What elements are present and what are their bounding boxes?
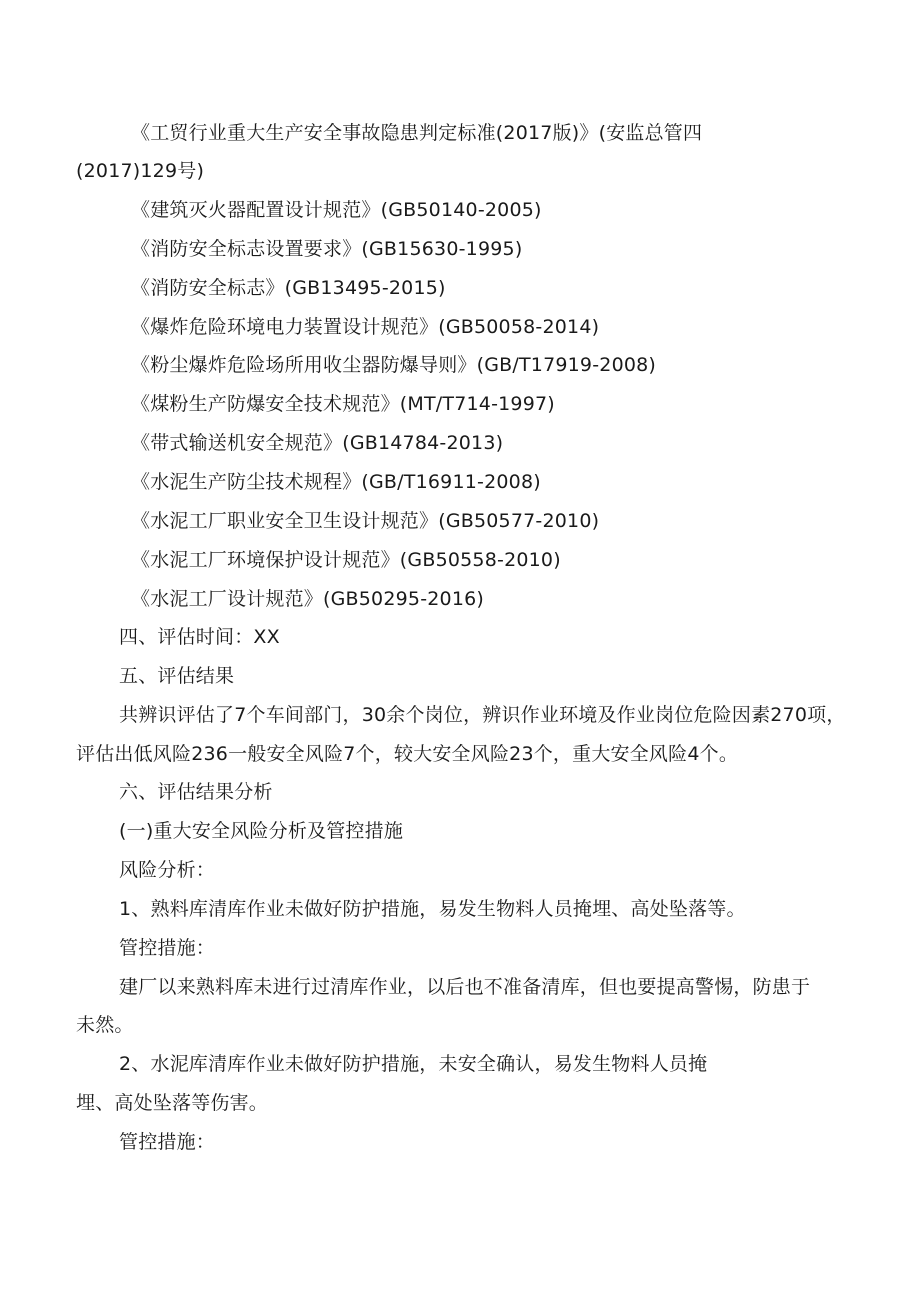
section-5-body-line: 共辨识评估了7个车间部门，30余个岗位，辨识作业环境及作业岗位危险因素270项， — [119, 704, 846, 726]
standard-line: 《建筑灭火器配置设计规范》(GB50140-2005) — [131, 199, 542, 221]
standard-line-continuation: (2017)129号) — [76, 160, 205, 182]
standard-line: 《工贸行业重大生产安全事故隐患判定标准(2017版)》(安监总管四 — [131, 122, 703, 144]
standard-line: 《爆炸危险环境电力装置设计规范》(GB50058-2014) — [131, 316, 600, 338]
standard-line: 《水泥工厂环境保护设计规范》(GB50558-2010) — [131, 549, 561, 571]
risk-item-2: 2、水泥库清库作业未做好防护措施，未安全确认，易发生物料人员掩 — [119, 1053, 708, 1075]
section-4-assessment-time: 四、评估时间：XX — [119, 626, 280, 648]
control-measures-label: 管控措施： — [119, 937, 216, 959]
standard-line: 《带式输送机安全规范》(GB14784-2013) — [131, 432, 504, 454]
standard-line: 《消防安全标志》(GB13495-2015) — [131, 277, 446, 299]
standard-line: 《水泥工厂设计规范》(GB50295-2016) — [131, 588, 485, 610]
standard-line: 《水泥工厂职业安全卫生设计规范》(GB50577-2010) — [131, 510, 600, 532]
standard-line: 《水泥生产防尘技术规程》(GB/T16911-2008) — [131, 471, 541, 493]
section-5-heading: 五、评估结果 — [119, 665, 235, 687]
section-6-heading: 六、评估结果分析 — [119, 781, 273, 803]
control-measures-text: 未然。 — [76, 1014, 134, 1036]
section-5-body-line: 评估出低风险236一般安全风险7个，较大安全风险23个，重大安全风险4个。 — [76, 743, 739, 765]
standard-line: 《粉尘爆炸危险场所用收尘器防爆导则》(GB/T17919-2008) — [131, 354, 657, 376]
control-measures-text: 建厂以来熟料库未进行过清库作业，以后也不准备清库，但也要提高警惕，防患于 — [119, 976, 811, 998]
control-measures-label: 管控措施： — [119, 1131, 216, 1153]
standard-line: 《消防安全标志设置要求》(GB15630-1995) — [131, 238, 523, 260]
risk-analysis-label: 风险分析： — [119, 859, 216, 881]
risk-item-2-continuation: 埋、高处坠落等伤害。 — [76, 1092, 269, 1114]
standard-line: 《煤粉生产防爆安全技术规范》(MT/T714-1997) — [131, 393, 555, 415]
subsection-1-heading: (一)重大安全风险分析及管控措施 — [119, 820, 404, 842]
risk-item-1: 1、熟料库清库作业未做好防护措施，易发生物料人员掩埋、高处坠落等。 — [119, 898, 746, 920]
